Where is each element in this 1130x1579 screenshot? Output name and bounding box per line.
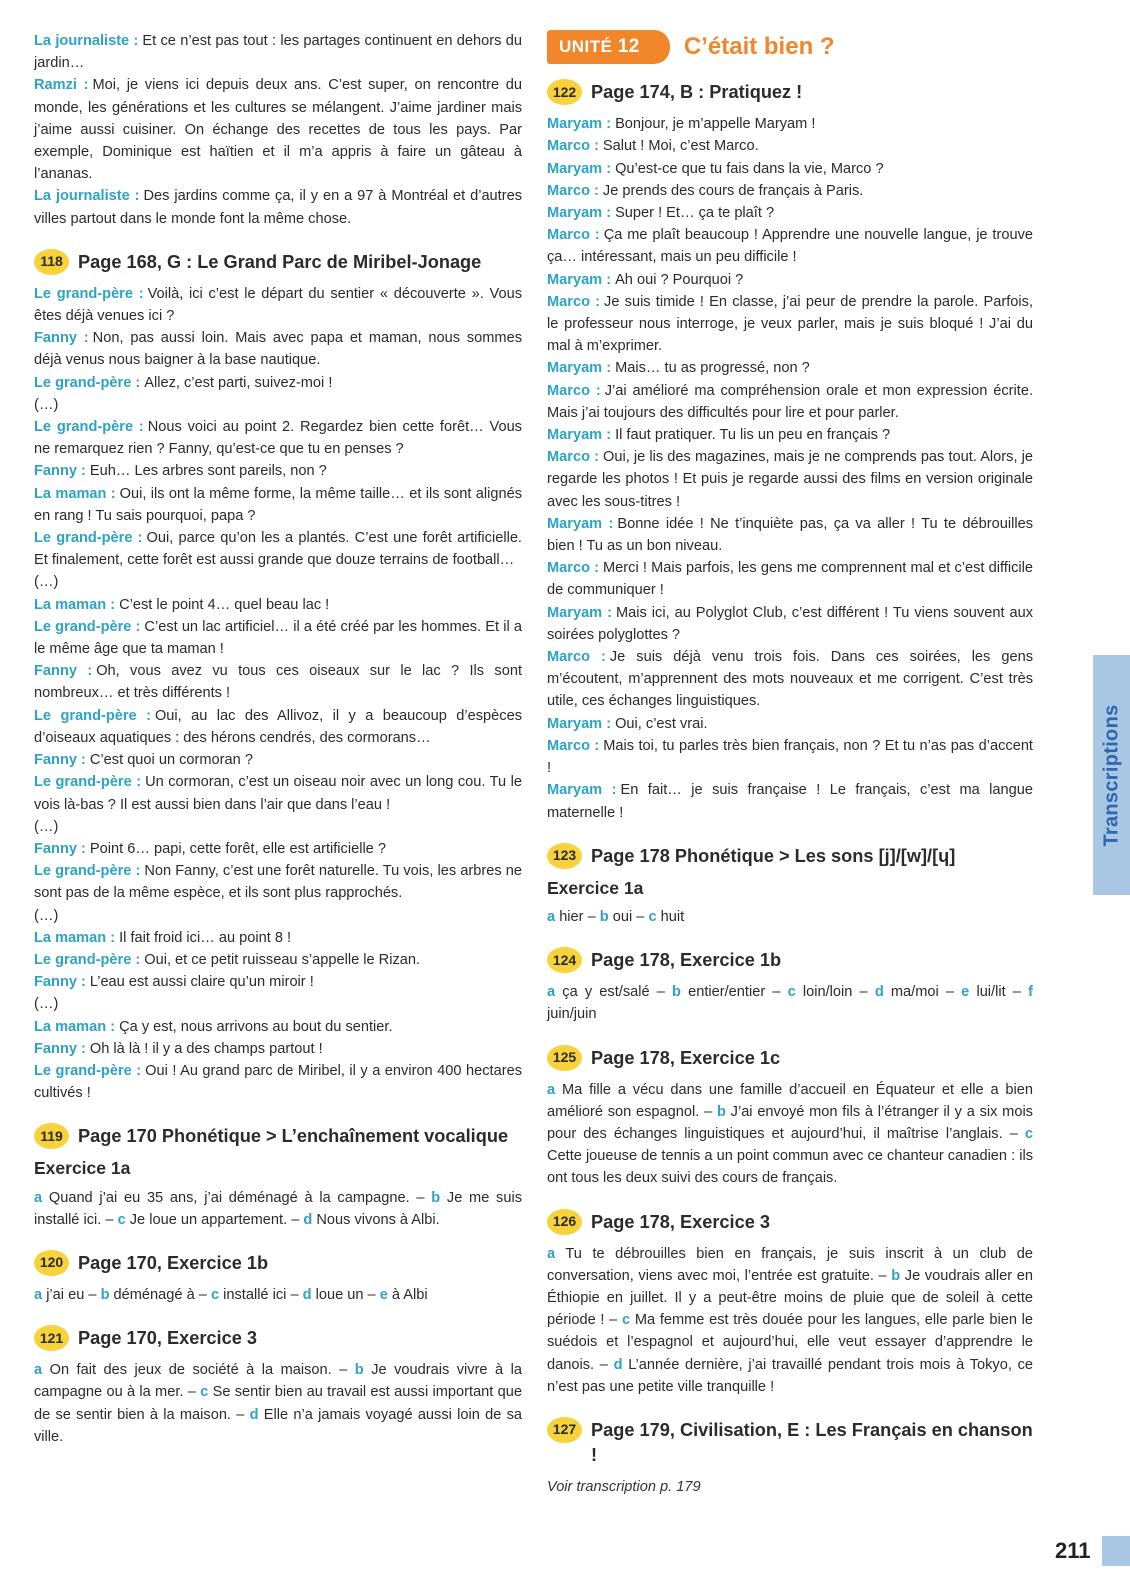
- exercise-items: a Ma fille a vécu dans une famille d’accueil en Équateur et elle a bien amélioré son espagnol. – b J’ai envoyé mon fils à l’étranger il y a six mois pour des échanges linguistiques et aujourd’hui, il maîtrise l’anglais. – c Cette joueuse de tennis a un point commun avec ce chanteur canadien : ils ont tous les deux suivi des cours de français.: [547, 1081, 1033, 1187]
- exercise-items: a On fait des jeux de société à la maison. – b Je voudrais vivre à la campagne ou à la mer. – c Se sentir bien au travail est aussi important que de se sentir bien à la maison. – d Elle n’a jamais voyagé aussi loin de sa ville.: [34, 1362, 523, 1445]
- dialogue-line: Maryam : Oui, c’est vrai.: [547, 715, 708, 732]
- exercise-subtitle: Exercice 1a: [547, 877, 644, 898]
- dialogue-line: Maryam : Mais… tu as progressé, non ?: [547, 360, 810, 377]
- track-number-badge: 123: [547, 843, 582, 869]
- exercise-items: a Tu te débrouilles bien en français, je suis inscrit à un club de conversation, viens avec moi, l’entrée est gratuite. – b Je voudrais aller en Éthiopie en juillet. Il y a peut-être moins de pluie que de soleil à cette période ! – c Ma femme est très douée pour les langues, elle parle bien le suédois et l’espagnol et aujourd’hui, elle veut essayer d’apprendre le danois. – d L’année dernière, j’ai travaillé pendant trois mois à Tokyo, ce n’est pas une petite ville tranquille !: [547, 1245, 1034, 1395]
- section-title: Page 174, B : Pratiquez !: [591, 82, 803, 103]
- section-125-heading: [547, 1046, 1033, 1071]
- dialogue-line: Maryam : Bonne idée ! Ne t’inquiète pas, ça va aller ! Tu te débrouilles bien ! Tu as un bon niveau.: [547, 515, 1033, 555]
- dialogue-line: La maman : Ça y est, nous arrivons au bout du sentier.: [34, 1018, 393, 1035]
- track-number-badge: 119: [34, 1123, 69, 1149]
- track-number-badge: 118: [34, 249, 69, 275]
- dialogue-line: La maman : C’est le point 4… quel beau lac !: [34, 596, 330, 613]
- dialogue-line: La maman : Oui, ils ont la même forme, la même taille… et ils sont alignés en rang ! Tu sais pourquoi, papa ?: [34, 485, 522, 524]
- track-number-badge: 120: [34, 1250, 69, 1276]
- unit-tag: UNITÉ 12: [547, 30, 670, 64]
- ellipsis: (…): [34, 996, 59, 1013]
- left-column: [34, 30, 522, 1448]
- section-124-heading: [547, 948, 1033, 973]
- section-title: Page 170 Phonétique > L’enchaînement vocalique: [78, 1126, 509, 1147]
- section-title: Page 178, Exercice 3: [591, 1211, 770, 1232]
- dialogue-line: Marco : Je prends des cours de français à Paris.: [547, 182, 864, 199]
- dialogue-line: Le grand-père : C’est un lac artificiel… il a été créé par les hommes. Et il a le même âge que ta maman !: [34, 618, 522, 658]
- section-123-heading: [547, 844, 1033, 869]
- track-number-badge: 122: [547, 79, 582, 105]
- dialogue-line: Le grand-père : Oui, parce qu’on les a plantés. C’est une forêt artificielle. Et finalement, cette forêt est aussi grande que douze terrains de football…: [34, 530, 522, 569]
- section-title: Page 178, Exercice 1c: [591, 1047, 781, 1068]
- dialogue-line: Maryam : Qu’est-ce que tu fais dans la vie, Marco ?: [547, 160, 884, 177]
- exercise-subtitle: Exercice 1a: [34, 1158, 131, 1179]
- track-number-badge: 125: [547, 1045, 582, 1071]
- track-number-badge: 126: [547, 1209, 582, 1235]
- dialogue-line: La maman : Il fait froid ici… au point 8 !: [34, 929, 292, 946]
- dialogue-line: Le grand-père : Oui, au lac des Allivoz, il y a beaucoup d’espèces d’oiseaux aquatiques : des hérons cendrés, des cormorans…: [34, 707, 522, 746]
- ellipsis: (…): [34, 396, 59, 413]
- exercise-items: a hier – b oui – c huit: [547, 908, 685, 925]
- transcription-note: Voir transcription p. 179: [547, 1478, 701, 1495]
- dialogue-line: Marco : J’ai amélioré ma compréhension orale et mon expression écrite. Mais j’ai toujours des difficultés pour lire et pour parler.: [547, 382, 1034, 421]
- section-title: Page 178 Phonétique > Les sons [j]/[w]/[ɥ]: [591, 845, 956, 866]
- section-120-heading: [34, 1251, 522, 1276]
- page-number-strip: [1102, 1536, 1130, 1566]
- dialogue-line: La journaliste : Des jardins comme ça, il y en a 97 à Montréal et d’autres villes partout dans le monde font la même chose.: [34, 188, 523, 227]
- dialogue-line: Marco : Je suis déjà venu trois fois. Dans ces soirées, les gens m’écoutent, m’apprennent des mots nouveaux et me corrigent. C’est très utile, ces échanges linguistiques.: [547, 649, 1033, 710]
- section-122-dialogue: [547, 113, 1033, 824]
- track-number-badge: 127: [547, 1417, 582, 1443]
- dialogue-line: Le grand-père : Oui, et ce petit ruisseau s’appelle le Rizan.: [34, 951, 421, 968]
- dialogue-line: Fanny : Point 6… papi, cette forêt, elle est artificielle ?: [34, 840, 386, 857]
- side-tab-label: Transcriptions: [1100, 703, 1123, 847]
- dialogue-line: Maryam : Super ! Et… ça te plaît ?: [547, 205, 775, 222]
- dialogue-line: Marco : Ça me plaît beaucoup ! Apprendre une nouvelle langue, je trouve ça… intéressant, mais un peu difficile !: [547, 227, 1033, 266]
- intro-dialogue: [34, 30, 522, 230]
- dialogue-line: Fanny : L’eau est aussi claire qu’un miroir !: [34, 974, 314, 991]
- section-119-heading: [34, 1124, 522, 1149]
- exercise-items: a ça y est/salé – b entier/entier – c loin/loin – d ma/moi – e lui/lit – f juin/juin: [547, 984, 1033, 1023]
- exercise-items: a j’ai eu – b déménagé à – c installé ici – d loue un – e à Albi: [34, 1286, 428, 1303]
- section-127-heading: [547, 1418, 1033, 1468]
- dialogue-line: Maryam : En fait… je suis française ! Le français, c’est ma langue maternelle !: [547, 782, 1034, 821]
- dialogue-line: Le grand-père : Oui ! Au grand parc de Miribel, il y a environ 400 hectares cultivés !: [34, 1062, 522, 1102]
- dialogue-line: Fanny : Oh, vous avez vu tous ces oiseaux sur le lac ? Ils sont nombreux… et très différents !: [34, 663, 523, 702]
- dialogue-line: Marco : Merci ! Mais parfois, les gens me comprennent mal et c’est difficile de communiquer !: [547, 560, 1033, 599]
- section-121-heading: [34, 1326, 522, 1351]
- dialogue-line: Le grand-père : Un cormoran, c’est un oiseau noir avec un long cou. Tu le vois là-bas ? Il est aussi bien dans l’air que dans l’eau !: [34, 774, 522, 813]
- section-title: Page 170, Exercice 1b: [78, 1252, 269, 1273]
- dialogue-line: Le grand-père : Voilà, ici c’est le départ du sentier « découverte ». Vous êtes déjà venues ici ?: [34, 285, 522, 325]
- track-number-badge: 124: [547, 947, 582, 973]
- page-number: 211: [1055, 1538, 1091, 1563]
- ellipsis: (…): [34, 574, 59, 591]
- section-122-heading: [547, 80, 1033, 105]
- dialogue-line: Maryam : Ah oui ? Pourquoi ?: [547, 271, 744, 288]
- right-column: [547, 30, 1033, 1498]
- dialogue-line: Fanny : Non, pas aussi loin. Mais avec papa et maman, nous sommes déjà venus nous baigner à la base nautique.: [34, 330, 522, 369]
- transcriptions-side-tab: [1093, 655, 1130, 895]
- dialogue-line: Fanny : Euh… Les arbres sont pareils, non ?: [34, 463, 327, 480]
- section-118-heading: [34, 250, 522, 275]
- unit-title: C’était bien ?: [683, 33, 835, 60]
- ellipsis: (…): [34, 818, 59, 835]
- dialogue-line: Marco : Salut ! Moi, c’est Marco.: [547, 138, 759, 155]
- dialogue-line: Marco : Je suis timide ! En classe, j’ai peur de prendre la parole. Parfois, le professeur nous interroge, je veux parler, mais je suis bloqué ! J’ai du mal à m’exprimer.: [547, 293, 1033, 355]
- dialogue-line: Ramzi : Moi, je viens ici depuis deux ans. C’est super, on rencontre du monde, les générations et les cultures se mélangent. J’aime jardiner mais j’aime aussi cuisiner. On échange des recettes de tous les pays. Par exemple, Dominique est haïtien et il m’a appris à faire un gâteau à l’ananas.: [34, 77, 522, 183]
- section-title: Page 168, G : Le Grand Parc de Miribel-Jonage: [78, 251, 482, 272]
- dialogue-line: La journaliste : Et ce n’est pas tout : les partages continuent en dehors du jardin…: [34, 33, 522, 72]
- ellipsis: (…): [34, 907, 59, 924]
- dialogue-line: Le grand-père : Allez, c’est parti, suivez-moi !: [34, 374, 333, 391]
- section-title: Page 178, Exercice 1b: [591, 950, 782, 971]
- dialogue-line: Fanny : C’est quoi un cormoran ?: [34, 752, 253, 769]
- section-118-dialogue: [34, 283, 522, 1105]
- dialogue-line: Marco : Oui, je lis des magazines, mais je ne comprends pas tout. Alors, je regarde les photos ! Et puis je regarde aussi des films en version originale avec les sous-titres !: [547, 449, 1033, 510]
- dialogue-line: Le grand-père : Nous voici au point 2. Regardez bien cette forêt… Vous ne remarquez rien ? Fanny, qu’est-ce que tu en penses ?: [34, 419, 522, 458]
- dialogue-line: Maryam : Bonjour, je m’appelle Maryam !: [547, 116, 816, 133]
- exercise-items: a Quand j’ai eu 35 ans, j’ai déménagé à la campagne. – b Je me suis installé ici. – c Je loue un appartement. – d Nous vivons à Albi.: [34, 1189, 522, 1228]
- dialogue-line: Maryam : Il faut pratiquer. Tu lis un peu en français ?: [547, 427, 891, 444]
- dialogue-line: Le grand-père : Non Fanny, c’est une forêt naturelle. Tu vois, les arbres ne sont pas de la même espèce, et ils sont plus rapprochés.: [34, 863, 522, 902]
- dialogue-line: Fanny : Oh là là ! il y a des champs partout !: [34, 1040, 323, 1057]
- section-title: Page 170, Exercice 3: [78, 1328, 257, 1349]
- dialogue-line: Marco : Mais toi, tu parles très bien français, non ? Et tu n’as pas d’accent !: [547, 737, 1033, 777]
- unit-header: [547, 30, 1033, 64]
- track-number-badge: 121: [34, 1325, 69, 1351]
- section-title: Page 179, Civilisation, E : Les Français en chanson !: [591, 1419, 1033, 1465]
- section-126-heading: [547, 1210, 1033, 1235]
- dialogue-line: Maryam : Mais ici, au Polyglot Club, c’est différent ! Tu viens souvent aux soirées polyglottes ?: [547, 604, 1034, 643]
